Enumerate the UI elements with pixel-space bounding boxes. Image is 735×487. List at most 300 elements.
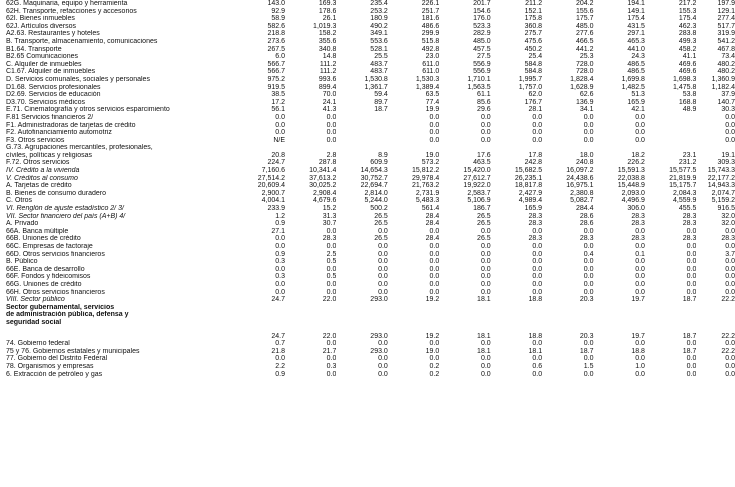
row-value: 0.0 (480, 280, 491, 288)
row-value: 32.0 (721, 212, 735, 220)
row-value: 309.3 (717, 159, 735, 167)
row-value: 0.0 (429, 129, 440, 137)
table-row (0, 266, 735, 274)
row-value: 0.0 (429, 136, 440, 144)
row-value: 469.6 (678, 60, 697, 68)
row-value: 561.4 (421, 205, 440, 213)
row-value (594, 304, 645, 312)
row-value: 0.0 (326, 355, 337, 363)
row-value: 28.3 (631, 235, 645, 243)
row-value: 231.2 (678, 159, 697, 167)
row-value: 0.0 (583, 227, 594, 235)
row-value: 1.0 (635, 362, 645, 370)
row-value: 37.9 (721, 91, 735, 99)
row-value: 485.0 (575, 22, 594, 30)
row-value: 0.0 (635, 113, 645, 121)
row-value: 0.0 (583, 340, 594, 348)
row-value: 0.0 (532, 340, 543, 348)
table-row (0, 197, 735, 205)
row-value (542, 144, 593, 152)
row-value: 467.8 (717, 45, 735, 53)
row-value: 18.1 (528, 347, 543, 355)
row-value: 18.7 (682, 347, 697, 355)
row-value: 20.3 (579, 296, 594, 304)
row-value: 32.0 (721, 220, 735, 228)
row-value: 0.0 (686, 258, 697, 266)
row-value (594, 319, 645, 327)
row-value: 0.6 (532, 362, 543, 370)
table-row (0, 129, 735, 137)
table-row (0, 53, 735, 61)
table-row (0, 46, 735, 54)
row-label: D. Servicios comunales, sociales y personales (6, 75, 150, 83)
table-row (0, 38, 735, 46)
row-value: 242.8 (524, 159, 543, 167)
table-row (0, 243, 735, 251)
row-value: 0.0 (635, 340, 645, 348)
row-value (645, 122, 696, 130)
row-value: 0.0 (480, 340, 491, 348)
row-value: 140.7 (717, 98, 735, 106)
row-value (645, 114, 696, 122)
row-value: 165.9 (627, 98, 645, 106)
row-value: 483.7 (370, 68, 388, 76)
row-value: 0.0 (532, 265, 543, 273)
row-value (645, 319, 696, 327)
row-value: 0.0 (326, 227, 337, 235)
row-value: 916.5 (717, 205, 735, 213)
row-value: 2,583.7 (467, 189, 491, 197)
row-value: 34.1 (579, 106, 594, 114)
row-value: 26.5 (374, 220, 388, 228)
row-label: IV. Crédito a la vivienda (6, 167, 80, 175)
row-value: 25.4 (528, 53, 543, 61)
row-value: 211.2 (525, 0, 543, 7)
row-label: V. Créditos al consumo (6, 174, 78, 182)
row-value: 197.9 (717, 0, 735, 7)
table-row (0, 281, 735, 289)
table-row (0, 167, 735, 175)
row-value: 26.5 (477, 212, 491, 220)
row-value: 28.6 (579, 220, 594, 228)
row-value: 85.6 (477, 98, 491, 106)
row-value: 485.0 (473, 37, 491, 45)
row-value: 486.5 (627, 60, 645, 68)
row-value: 15,743.3 (707, 167, 735, 175)
row-value: 143.0 (267, 0, 285, 7)
row-value: 0.0 (725, 355, 735, 363)
row-value: 0.0 (635, 243, 645, 250)
row-value: 7,160.6 (261, 167, 285, 175)
row-value: 169.3 (318, 0, 337, 7)
row-value: 267.5 (267, 45, 285, 53)
row-value: 0.9 (275, 250, 285, 258)
row-value: 1.2 (275, 212, 285, 220)
row-value: 0.0 (635, 129, 645, 137)
row-value: 441.2 (575, 45, 594, 53)
row-label: VI. Renglón de ajuste estadístico 2/ 3/ (6, 205, 124, 213)
table-row (0, 319, 735, 327)
row-value: 1,699.8 (621, 75, 645, 83)
row-value (388, 144, 439, 152)
row-value: 299.9 (421, 30, 440, 38)
row-value: 0.0 (725, 340, 735, 348)
row-label: 66H. Otros servicios financieros (6, 288, 105, 296)
row-value (594, 311, 645, 319)
row-value: 360.8 (524, 22, 543, 30)
row-value: 490.2 (370, 22, 388, 30)
row-value: 0.0 (583, 121, 594, 129)
row-value: 0.0 (429, 273, 440, 281)
row-value: 165.9 (524, 205, 543, 213)
row-value: 0.0 (532, 250, 543, 258)
row-value: 19.7 (631, 296, 645, 304)
row-value: 18.8 (528, 332, 543, 340)
row-value: 28.3 (528, 235, 543, 243)
row-value: 14.8 (322, 53, 337, 61)
row-value: 14,943.3 (707, 182, 735, 190)
row-value: 28.3 (682, 220, 697, 228)
row-value: 441.0 (627, 45, 645, 53)
row-value: 0.0 (532, 227, 543, 235)
row-value: 284.4 (575, 205, 594, 213)
table-row (0, 213, 735, 221)
row-value: 18.8 (631, 347, 645, 355)
row-value (336, 137, 387, 145)
row-value: 319.9 (717, 30, 735, 38)
row-label: VII. Sector financiero del país (A+B) 4/ (6, 212, 126, 220)
row-value: 0.0 (429, 265, 440, 273)
row-value: 24.1 (322, 98, 337, 106)
row-value: 0.0 (583, 258, 594, 266)
row-value: 62.0 (528, 91, 543, 99)
row-value: 975.2 (267, 75, 285, 83)
row-value: 253.2 (370, 7, 388, 15)
row-value (388, 304, 439, 312)
row-label: E.71. Cinematografía y otros servicios esparcimiento (6, 106, 170, 114)
row-value: 475.6 (524, 37, 543, 45)
row-value: 0.0 (532, 243, 543, 250)
row-value: 0.0 (326, 113, 337, 121)
table-row (0, 251, 735, 259)
row-value: 0.0 (532, 280, 543, 288)
row-value: 16,097.2 (566, 167, 594, 175)
row-value: 27.5 (477, 53, 491, 61)
row-value: 0.0 (725, 243, 735, 250)
row-value: 27,514.2 (257, 174, 285, 182)
row-value: 5,483.3 (415, 197, 440, 205)
row-value (491, 311, 542, 319)
row-value: 28.3 (682, 212, 697, 220)
row-value: 26.1 (322, 15, 337, 23)
row-value: 22.0 (322, 332, 337, 340)
row-value: 217.2 (678, 0, 697, 7)
row-value (336, 122, 387, 130)
row-value: 181.6 (421, 15, 440, 23)
row-value: 0.0 (725, 136, 735, 144)
table-row (0, 152, 735, 160)
row-value: 152.1 (524, 7, 543, 15)
row-value (234, 319, 285, 327)
table-row (0, 235, 735, 243)
row-value (696, 144, 735, 152)
row-value: 251.7 (421, 7, 440, 15)
row-value: 178.6 (318, 7, 337, 15)
row-value: 24,438.6 (566, 174, 594, 182)
table-row (0, 61, 735, 69)
row-value: 528.1 (370, 45, 388, 53)
row-value (439, 304, 490, 312)
row-value: 5,244.0 (364, 197, 388, 205)
row-value: 176.0 (473, 15, 491, 23)
table-row (0, 175, 735, 183)
row-value: 0.0 (725, 288, 735, 296)
row-value: 226.2 (627, 159, 645, 167)
table-row (0, 182, 735, 190)
row-value: 0.0 (686, 265, 697, 273)
row-value: 523.3 (473, 22, 491, 30)
row-value: 566.7 (267, 68, 285, 76)
table-row (0, 91, 735, 99)
row-value: 155.6 (575, 7, 594, 15)
row-value: 0.0 (686, 227, 697, 235)
row-value: 0.4 (583, 250, 594, 258)
row-value: 18.0 (579, 151, 594, 159)
row-value: 1,757.0 (518, 83, 543, 91)
row-value: N/E (273, 136, 285, 144)
table-row (0, 289, 735, 297)
row-value: 0.0 (378, 280, 388, 288)
row-label: A. Tarjetas de crédito (6, 182, 72, 190)
row-value: 0.3 (275, 258, 285, 266)
row-value: 0.0 (635, 370, 645, 378)
row-value: 1,361.7 (364, 83, 388, 91)
row-value: 1,389.4 (415, 83, 440, 91)
row-value: 0.0 (635, 355, 645, 363)
row-label: B2.65 Comunicaciones (6, 53, 78, 61)
row-value: 0.0 (480, 265, 491, 273)
table-row (0, 114, 735, 122)
row-value (645, 311, 696, 319)
row-label: 66B. Uniones de crédito (6, 235, 81, 243)
row-value: 0.0 (635, 280, 645, 288)
row-value: 0.0 (725, 362, 735, 370)
row-value: 58.9 (271, 15, 285, 23)
row-value: 553.6 (370, 37, 388, 45)
row-value: 1,019.3 (313, 22, 337, 30)
row-value: 19.2 (425, 296, 440, 304)
row-value: 16,975.1 (566, 182, 594, 190)
row-value: 584.8 (524, 68, 543, 76)
table-row (0, 340, 735, 348)
table-row (0, 205, 735, 213)
row-value: 273.6 (267, 37, 285, 45)
row-value: 21.8 (271, 347, 285, 355)
row-value: 0.0 (275, 265, 285, 273)
row-value: 224.7 (267, 159, 285, 167)
row-value: 204.2 (575, 0, 594, 7)
row-value (285, 144, 336, 152)
row-value: 0.0 (378, 243, 388, 250)
row-value: 0.0 (480, 227, 491, 235)
row-value: 0.0 (635, 227, 645, 235)
row-value: 0.0 (583, 273, 594, 281)
row-value: 0.0 (583, 355, 594, 363)
row-value: 566.7 (267, 60, 285, 68)
row-value: 277.4 (717, 15, 735, 23)
row-value: 4,004.1 (261, 197, 285, 205)
row-value: 2,814.0 (364, 189, 388, 197)
row-value: 0.3 (275, 273, 285, 281)
row-value: 19.9 (425, 106, 440, 114)
row-value: 19.1 (721, 151, 735, 159)
row-value: 2.5 (326, 250, 337, 258)
table-row (0, 190, 735, 198)
row-value: 0.0 (275, 121, 285, 129)
row-label: F.81 Servicios financieros 2/ (6, 113, 94, 121)
row-value: 70.0 (322, 91, 337, 99)
row-value: 111.2 (319, 68, 337, 76)
row-value: 0.9 (275, 370, 285, 378)
row-value: 0.0 (275, 235, 285, 243)
row-value: 0.0 (686, 355, 697, 363)
row-value: 0.0 (480, 243, 491, 250)
row-value: 457.5 (473, 45, 491, 53)
row-label: G.73. Agrupaciones mercantiles, profesionales, (6, 144, 153, 152)
row-value: 287.8 (318, 159, 337, 167)
row-value: 0.0 (378, 227, 388, 235)
row-value: 0.0 (480, 273, 491, 281)
row-value: 4,559.9 (673, 197, 697, 205)
row-value: 22,694.7 (360, 182, 388, 190)
row-label: D1.68. Servicios profesionales (6, 83, 101, 91)
row-label: seguridad social (6, 318, 62, 326)
row-value: 355.6 (318, 37, 337, 45)
row-label: 66G. Uniones de crédito (6, 280, 82, 288)
table-row (0, 296, 735, 304)
row-value: 0.0 (635, 121, 645, 129)
row-value: 5,106.9 (467, 197, 491, 205)
row-value: 340.8 (318, 45, 337, 53)
row-value: 0.0 (480, 136, 491, 144)
row-value: 0.1 (635, 250, 645, 258)
row-value: 0.0 (686, 288, 697, 296)
row-value: 27,612.7 (463, 174, 491, 182)
row-value: 0.0 (583, 129, 594, 137)
row-value: 0.5 (326, 258, 337, 266)
table-row (0, 99, 735, 107)
row-value: 0.0 (725, 265, 735, 273)
row-value: 155.3 (678, 7, 697, 15)
row-value (594, 144, 645, 152)
row-value: 15,448.9 (617, 182, 645, 190)
row-value: 28.3 (682, 235, 697, 243)
row-label: D2.69. Servicios de educación (6, 91, 101, 99)
row-value: 63.5 (425, 91, 440, 99)
row-value: 455.5 (678, 205, 697, 213)
row-value: 48.9 (682, 106, 697, 114)
table-row (0, 68, 735, 76)
row-value: 0.0 (583, 280, 594, 288)
row-value (645, 129, 696, 137)
row-value: 17.2 (271, 98, 285, 106)
row-value: 0.0 (583, 113, 594, 121)
row-value: 492.8 (421, 45, 440, 53)
row-value (542, 311, 593, 319)
row-value: 0.0 (378, 362, 388, 370)
row-value: 0.0 (378, 273, 388, 281)
row-value: 0.0 (532, 370, 543, 378)
row-value: 0.0 (429, 340, 440, 348)
row-value: 0.0 (635, 288, 645, 296)
row-value: 2,900.7 (261, 189, 285, 197)
row-value: 0.0 (725, 273, 735, 281)
row-value: 462.3 (678, 22, 697, 30)
row-value: 556.9 (473, 68, 491, 76)
row-value (645, 144, 696, 152)
row-value: 27.1 (271, 227, 285, 235)
row-value: 0.0 (725, 129, 735, 137)
table-row (0, 348, 735, 356)
row-value: 158.2 (318, 30, 337, 38)
row-label: F1. Administradoras de tarjetas de crédito (6, 121, 136, 129)
row-label: F.72. Otros servicios (6, 159, 70, 167)
row-value: 0.0 (532, 113, 543, 121)
row-value: 0.0 (275, 129, 285, 137)
row-value: 38.5 (271, 91, 285, 99)
row-value: 20.3 (579, 332, 594, 340)
row-value: 282.9 (473, 30, 491, 38)
row-value: 18.1 (477, 347, 491, 355)
row-value: 517.7 (717, 22, 735, 30)
row-value: 92.9 (271, 7, 285, 15)
row-label: F2. Autofinanciamiento automotriz (6, 129, 112, 137)
row-value: 0.0 (532, 258, 543, 266)
table-row (0, 0, 735, 8)
table-row (0, 258, 735, 266)
row-value: 26.5 (374, 212, 388, 220)
row-value (336, 304, 387, 312)
row-label: 62H. Transporte, refacciones y accesorios (6, 7, 137, 15)
row-value: 1.5 (583, 362, 594, 370)
row-value: 2,908.4 (313, 189, 337, 197)
row-value: 611.0 (422, 60, 440, 68)
row-value: 1,475.8 (673, 83, 697, 91)
row-value: 2,380.8 (570, 189, 594, 197)
row-label: 62I. Bienes inmuebles (6, 15, 75, 23)
row-value (645, 304, 696, 312)
row-value: 0.0 (275, 113, 285, 121)
row-value: 15,577.5 (669, 167, 697, 175)
row-value: 194.1 (627, 0, 645, 7)
row-value: 1,563.5 (467, 83, 491, 91)
row-value: 486.6 (421, 22, 440, 30)
row-value: 18.2 (631, 151, 645, 159)
row-value: 611.0 (422, 68, 440, 76)
row-value: 51.3 (631, 91, 645, 99)
row-value: 283.8 (678, 30, 697, 38)
row-value: 0.0 (686, 362, 697, 370)
table-row (0, 220, 735, 228)
row-value: 28.3 (528, 212, 543, 220)
row-label: 66F. Fondos y fideicomisos (6, 273, 91, 281)
row-value: 59.4 (374, 91, 388, 99)
row-value: 18.7 (374, 106, 388, 114)
row-value: 0.0 (429, 280, 440, 288)
row-value: 0.0 (532, 121, 543, 129)
row-value: 463.5 (473, 159, 491, 167)
row-value: 480.2 (717, 68, 735, 76)
